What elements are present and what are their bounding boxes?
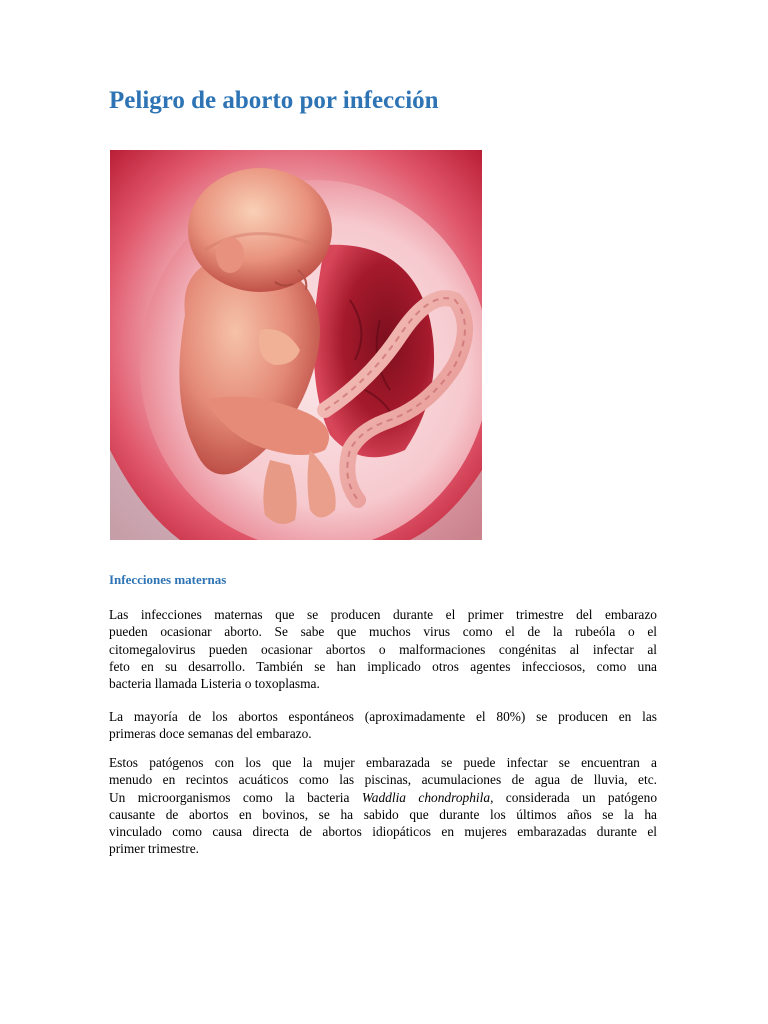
fetus-illustration — [110, 150, 482, 540]
paragraph-line: feto en su desarrollo. También se han implicado otros agentes infecciosos, como una — [109, 658, 657, 674]
paragraph-line-with-species — [109, 789, 657, 806]
paragraph-line: vinculado como causa directa de abortos idiopáticos en mujeres embarazadas durante el — [109, 824, 657, 840]
paragraph-line: primer trimestre. — [109, 841, 199, 857]
species-name: Waddlia chondrophila — [361, 789, 491, 805]
paragraph-line: Las infecciones maternas que se producen durante el primer trimestre del embarazo — [109, 607, 657, 622]
paragraph-statistics — [109, 708, 657, 743]
paragraph-line: La mayoría de los abortos espontáneos (aproximadamente el 80%) se producen en las — [109, 709, 657, 724]
section-heading: Infecciones maternas — [109, 572, 227, 587]
paragraph-line: primeras doce semanas del embarazo. — [109, 726, 312, 742]
paragraph-line: causante de abortos en bovinos, se ha sabido que durante los últimos años se la ha — [109, 806, 657, 822]
paragraph-pathogens — [109, 754, 657, 858]
paragraph-infections — [109, 606, 657, 692]
text-run: Un microorganismos como la bacteria — [109, 789, 362, 805]
paragraph-line: citomegalovirus pueden ocasionar abortos o malformaciones congénitas al infectar al — [109, 641, 657, 657]
paragraph-line: menudo en recintos acuáticos como las piscinas, acumulaciones de agua de lluvia, etc. — [109, 772, 657, 788]
paragraph-line: Estos patógenos con los que la mujer embarazada se puede infectar se encuentran a — [109, 755, 657, 770]
fetus-photo — [110, 150, 482, 540]
text-run: , considerada un patógeno — [490, 789, 658, 805]
paragraph-line: bacteria llamada Listeria o toxoplasma. — [109, 676, 320, 692]
paragraph-line: pueden ocasionar aborto. Se sabe que muchos virus como el de la rubeóla o el — [109, 624, 657, 640]
page-title: Peligro de aborto por infección — [109, 87, 439, 114]
